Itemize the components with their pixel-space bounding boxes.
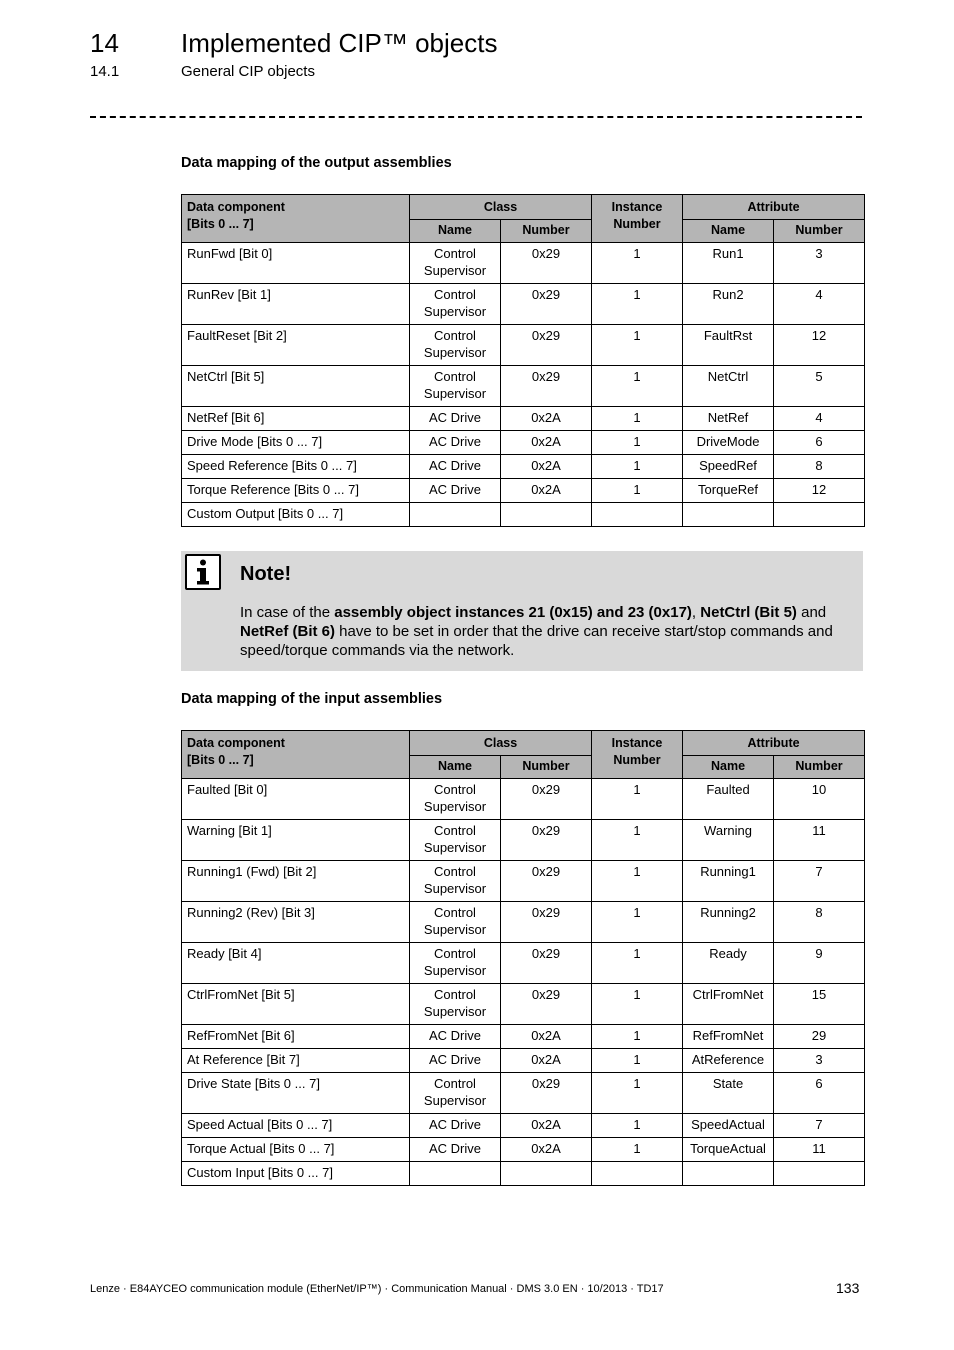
attribute-name-cell: CtrlFromNet	[683, 984, 774, 1025]
section-number: 14.1	[90, 63, 120, 80]
table-row	[182, 325, 865, 366]
attribute-name-cell: TorqueActual	[683, 1138, 774, 1162]
attribute-name-cell	[683, 503, 774, 527]
attribute-name-cell: SpeedRef	[683, 455, 774, 479]
attribute-number-cell: 9	[774, 943, 865, 984]
class-number-cell: 0x29	[501, 284, 592, 325]
data-component-cell: Drive Mode [Bits 0 ... 7]	[182, 431, 410, 455]
attribute-name-cell: NetRef	[683, 407, 774, 431]
attribute-header: Attribute	[683, 731, 865, 756]
instance-cell: 1	[592, 861, 683, 902]
table-row	[182, 503, 865, 527]
class-name-cell: AC Drive	[410, 431, 501, 455]
input-assemblies-heading: Data mapping of the input assemblies	[181, 691, 443, 707]
class-name-cell: Control Supervisor	[410, 861, 501, 902]
class-number-cell: 0x2A	[501, 431, 592, 455]
table-row	[182, 366, 865, 407]
attribute-number-header: Number	[774, 756, 865, 779]
page-number: 133	[836, 1280, 860, 1296]
class-number-cell: 0x2A	[501, 1049, 592, 1073]
info-icon	[185, 554, 221, 590]
instance-cell: 1	[592, 1114, 683, 1138]
instance-cell: 1	[592, 455, 683, 479]
instance-cell: 1	[592, 779, 683, 820]
class-name-cell: AC Drive	[410, 1114, 501, 1138]
data-component-cell: Warning [Bit 1]	[182, 820, 410, 861]
footer-text: Lenze · E84AYCEO communication module (EtherNet/IP™) · Communication Manual · DMS 3.0 EN · 10/2013 · TD17	[90, 1283, 664, 1295]
class-name-cell: AC Drive	[410, 1049, 501, 1073]
attribute-number-cell: 8	[774, 455, 865, 479]
attribute-number-cell: 12	[774, 325, 865, 366]
class-name-cell: AC Drive	[410, 479, 501, 503]
class-number-cell: 0x2A	[501, 455, 592, 479]
attribute-number-cell: 11	[774, 1138, 865, 1162]
instance-number-header: Instance Number	[592, 195, 683, 243]
attribute-name-cell	[683, 1162, 774, 1186]
instance-cell: 1	[592, 984, 683, 1025]
class-name-cell	[410, 503, 501, 527]
table-row	[182, 902, 865, 943]
class-number-cell: 0x29	[501, 902, 592, 943]
instance-cell: 1	[592, 243, 683, 284]
instance-cell	[592, 503, 683, 527]
class-header: Class	[410, 195, 592, 220]
data-component-cell: Speed Actual [Bits 0 ... 7]	[182, 1114, 410, 1138]
section-title: General CIP objects	[181, 63, 315, 80]
data-component-cell: NetCtrl [Bit 5]	[182, 366, 410, 407]
data-component-header: Data component [Bits 0 ... 7]	[182, 195, 410, 243]
class-number-cell: 0x2A	[501, 1025, 592, 1049]
attribute-name-cell: SpeedActual	[683, 1114, 774, 1138]
data-component-cell: Drive State [Bits 0 ... 7]	[182, 1073, 410, 1114]
instance-cell: 1	[592, 902, 683, 943]
class-name-cell: Control Supervisor	[410, 943, 501, 984]
attribute-name-cell: Warning	[683, 820, 774, 861]
instance-cell: 1	[592, 366, 683, 407]
data-component-cell: CtrlFromNet [Bit 5]	[182, 984, 410, 1025]
instance-cell: 1	[592, 1025, 683, 1049]
note-title: Note!	[240, 563, 292, 585]
attribute-number-cell: 4	[774, 284, 865, 325]
data-component-cell: FaultReset [Bit 2]	[182, 325, 410, 366]
table-row	[182, 243, 865, 284]
class-name-cell: AC Drive	[410, 1025, 501, 1049]
class-number-cell: 0x29	[501, 243, 592, 284]
attribute-number-cell: 10	[774, 779, 865, 820]
class-number-cell: 0x2A	[501, 407, 592, 431]
class-number-cell	[501, 1162, 592, 1186]
attribute-name-cell: Run1	[683, 243, 774, 284]
table-row	[182, 820, 865, 861]
output-assemblies-table	[181, 194, 865, 527]
attribute-number-cell	[774, 503, 865, 527]
table-row	[182, 861, 865, 902]
attribute-number-cell: 7	[774, 1114, 865, 1138]
attribute-number-cell: 11	[774, 820, 865, 861]
attribute-number-cell: 29	[774, 1025, 865, 1049]
table-row	[182, 984, 865, 1025]
data-component-cell: Torque Actual [Bits 0 ... 7]	[182, 1138, 410, 1162]
attribute-number-cell: 3	[774, 243, 865, 284]
attribute-number-cell: 7	[774, 861, 865, 902]
instance-cell: 1	[592, 943, 683, 984]
class-number-cell: 0x2A	[501, 1138, 592, 1162]
table-row	[182, 1049, 865, 1073]
table-row	[182, 284, 865, 325]
attribute-name-header: Name	[683, 756, 774, 779]
instance-number-header: Instance Number	[592, 731, 683, 779]
attribute-name-cell: Running1	[683, 861, 774, 902]
data-component-cell: RefFromNet [Bit 6]	[182, 1025, 410, 1049]
data-component-cell: NetRef [Bit 6]	[182, 407, 410, 431]
class-name-cell: Control Supervisor	[410, 243, 501, 284]
instance-cell: 1	[592, 1049, 683, 1073]
class-name-header: Name	[410, 220, 501, 243]
instance-cell: 1	[592, 1138, 683, 1162]
note-text: In case of the assembly object instances 21 (0x15) and 23 (0x17), NetCtrl (Bit 5) and NetRef (Bit 6) have to be set in order that the drive can receive start/stop commands and speed/torque commands via the network.	[240, 604, 833, 659]
instance-cell: 1	[592, 820, 683, 861]
table-row	[182, 1025, 865, 1049]
input-assemblies-table	[181, 730, 865, 1186]
attribute-name-cell: AtReference	[683, 1049, 774, 1073]
class-number-cell: 0x2A	[501, 1114, 592, 1138]
chapter-number: 14	[90, 28, 119, 58]
attribute-name-header: Name	[683, 220, 774, 243]
attribute-name-cell: NetCtrl	[683, 366, 774, 407]
data-component-cell: Ready [Bit 4]	[182, 943, 410, 984]
class-number-cell: 0x29	[501, 325, 592, 366]
instance-cell: 1	[592, 325, 683, 366]
data-component-cell: Custom Output [Bits 0 ... 7]	[182, 503, 410, 527]
attribute-number-cell: 6	[774, 431, 865, 455]
class-name-cell: AC Drive	[410, 407, 501, 431]
class-name-cell: Control Supervisor	[410, 325, 501, 366]
instance-cell: 1	[592, 431, 683, 455]
class-number-cell: 0x29	[501, 820, 592, 861]
attribute-number-cell: 6	[774, 1073, 865, 1114]
instance-cell	[592, 1162, 683, 1186]
table-row	[182, 1138, 865, 1162]
data-component-cell: Speed Reference [Bits 0 ... 7]	[182, 455, 410, 479]
table-row	[182, 1162, 865, 1186]
attribute-number-cell: 15	[774, 984, 865, 1025]
attribute-name-cell: Faulted	[683, 779, 774, 820]
header-divider	[90, 116, 862, 118]
class-number-cell: 0x29	[501, 779, 592, 820]
class-name-cell: AC Drive	[410, 1138, 501, 1162]
class-name-cell: Control Supervisor	[410, 902, 501, 943]
instance-cell: 1	[592, 479, 683, 503]
class-name-cell: Control Supervisor	[410, 1073, 501, 1114]
class-header: Class	[410, 731, 592, 756]
class-number-cell: 0x29	[501, 943, 592, 984]
attribute-number-cell: 8	[774, 902, 865, 943]
attribute-number-cell: 4	[774, 407, 865, 431]
class-number-cell: 0x29	[501, 984, 592, 1025]
class-number-header: Number	[501, 756, 592, 779]
output-table-body	[182, 243, 865, 527]
note-box	[181, 551, 863, 671]
class-name-cell: Control Supervisor	[410, 984, 501, 1025]
instance-cell: 1	[592, 407, 683, 431]
class-number-cell	[501, 503, 592, 527]
table-row	[182, 1114, 865, 1138]
class-name-cell: Control Supervisor	[410, 820, 501, 861]
attribute-number-header: Number	[774, 220, 865, 243]
attribute-name-cell: DriveMode	[683, 431, 774, 455]
table-row	[182, 943, 865, 984]
output-assemblies-heading: Data mapping of the output assemblies	[181, 155, 452, 171]
attribute-name-cell: RefFromNet	[683, 1025, 774, 1049]
attribute-name-cell: FaultRst	[683, 325, 774, 366]
class-number-cell: 0x29	[501, 861, 592, 902]
class-name-cell: AC Drive	[410, 455, 501, 479]
class-name-cell: Control Supervisor	[410, 779, 501, 820]
data-component-cell: Running1 (Fwd) [Bit 2]	[182, 861, 410, 902]
class-name-cell: Control Supervisor	[410, 366, 501, 407]
data-component-header: Data component [Bits 0 ... 7]	[182, 731, 410, 779]
table-row	[182, 455, 865, 479]
data-component-cell: RunFwd [Bit 0]	[182, 243, 410, 284]
data-component-cell: RunRev [Bit 1]	[182, 284, 410, 325]
data-component-cell: Custom Input [Bits 0 ... 7]	[182, 1162, 410, 1186]
attribute-number-cell: 3	[774, 1049, 865, 1073]
attribute-number-cell: 5	[774, 366, 865, 407]
attribute-name-cell: State	[683, 1073, 774, 1114]
class-number-header: Number	[501, 220, 592, 243]
class-name-cell	[410, 1162, 501, 1186]
data-component-cell: Torque Reference [Bits 0 ... 7]	[182, 479, 410, 503]
table-row	[182, 431, 865, 455]
attribute-name-cell: Ready	[683, 943, 774, 984]
attribute-number-cell: 12	[774, 479, 865, 503]
class-name-cell: Control Supervisor	[410, 284, 501, 325]
class-number-cell: 0x29	[501, 366, 592, 407]
attribute-name-cell: Running2	[683, 902, 774, 943]
class-number-cell: 0x2A	[501, 479, 592, 503]
table-row	[182, 407, 865, 431]
attribute-name-cell: TorqueRef	[683, 479, 774, 503]
attribute-name-cell: Run2	[683, 284, 774, 325]
data-component-cell: At Reference [Bit 7]	[182, 1049, 410, 1073]
attribute-header: Attribute	[683, 195, 865, 220]
input-table-body	[182, 779, 865, 1186]
table-row	[182, 1073, 865, 1114]
table-row	[182, 479, 865, 503]
data-component-cell: Running2 (Rev) [Bit 3]	[182, 902, 410, 943]
data-component-cell: Faulted [Bit 0]	[182, 779, 410, 820]
instance-cell: 1	[592, 1073, 683, 1114]
attribute-number-cell	[774, 1162, 865, 1186]
instance-cell: 1	[592, 284, 683, 325]
table-row	[182, 779, 865, 820]
class-name-header: Name	[410, 756, 501, 779]
class-number-cell: 0x29	[501, 1073, 592, 1114]
chapter-title: Implemented CIP™ objects	[181, 28, 498, 58]
